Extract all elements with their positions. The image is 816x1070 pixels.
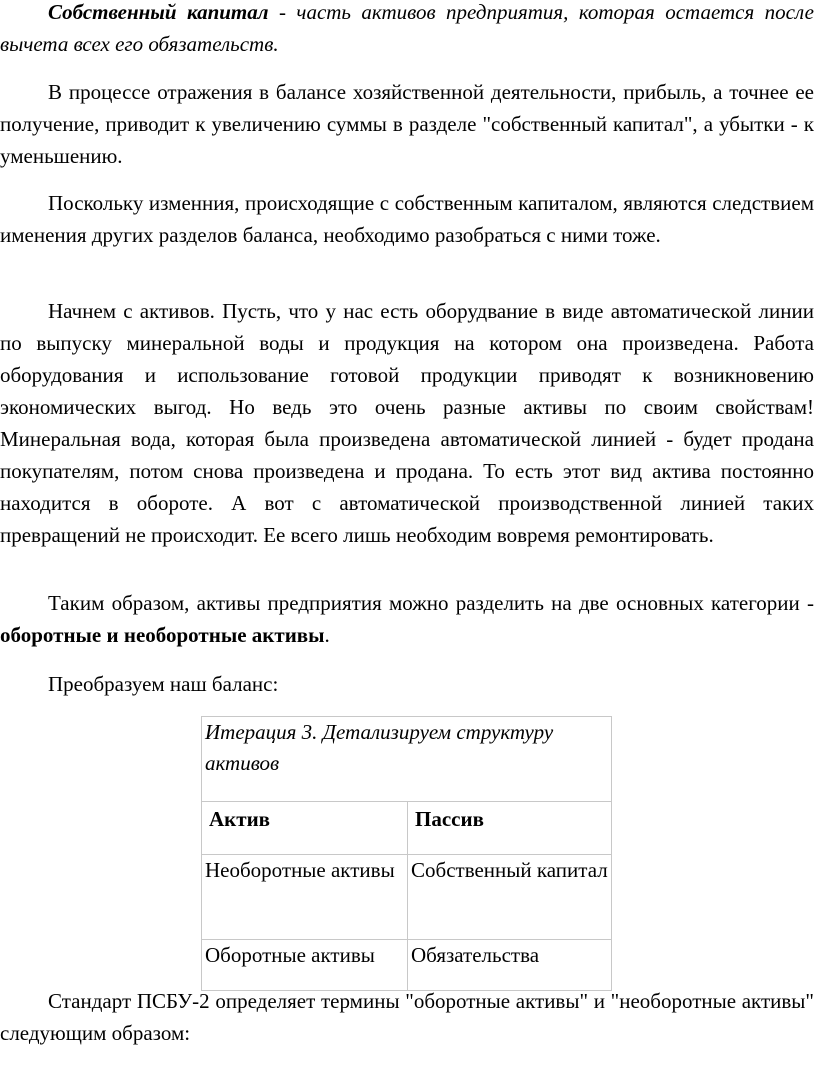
paragraph-asset-categories bbox=[0, 587, 814, 651]
balance-table bbox=[201, 716, 612, 991]
cell-noncurrent-assets: Необоротные активы bbox=[202, 855, 408, 940]
table-caption: Итерация 3. Детализируем структуру активов bbox=[202, 717, 612, 802]
table-row bbox=[202, 940, 612, 991]
paragraph-transform-balance: Преобразуем наш баланс: bbox=[48, 672, 279, 696]
asset-categories-end: . bbox=[324, 623, 330, 647]
header-liabilities: Пассив bbox=[408, 802, 612, 855]
term-equity: Собственный капитал bbox=[48, 0, 269, 24]
table-row bbox=[202, 855, 612, 940]
table-caption-row bbox=[202, 717, 612, 802]
asset-categories-bold: оборотные и необоротные активы bbox=[0, 623, 325, 647]
cell-current-assets: Оборотные активы bbox=[202, 940, 408, 991]
asset-categories-text: Таким образом, активы предприятия можно разделить на две основных категории - bbox=[48, 591, 814, 615]
paragraph-equity-definition bbox=[0, 0, 814, 60]
header-assets: Актив bbox=[202, 802, 408, 855]
paragraph-profit-loss: В процессе отражения в балансе хозяйственной деятельности, прибыль, а точнее ее получение, приводит к увеличению суммы в разделе "собственный капитал", а убытки - к уменьшению. bbox=[0, 80, 814, 168]
paragraph-assets-example: Начнем с активов. Пусть, что у нас есть оборудвание в виде автоматической линии по выпуску минеральной воды и продукция на котором она произведена. Работа оборудования и использование готовой продукции приводят к возникновению экономических выгод. Но ведь это очень разные активы по своим свойствам! Минеральная вода, которая была произведена автоматической линией - будет продана покупателям, потом снова произведена и продана. То есть этот вид актива постоянно находится в обороте. А вот с автоматической производственной линией таких превращений не происходит. Ее всего лишь необходим вовремя ремонтировать. bbox=[0, 299, 814, 547]
cell-liabilities: Обязательства bbox=[408, 940, 612, 991]
table-header-row bbox=[202, 802, 612, 855]
equity-definition-text: - часть активов предприятия, которая остается после вычета всех его обязательств. bbox=[0, 0, 814, 56]
cell-equity: Собственный капитал bbox=[408, 855, 612, 940]
paragraph-standard-definition: Стандарт ПСБУ-2 определяет термины "оборотные активы" и "необоротные активы" следующим образом: bbox=[0, 989, 814, 1045]
paragraph-equity-changes: Поскольку изменния, происходящие с собственным капиталом, являются следствием именения других разделов баланса, необходимо разобраться с ними тоже. bbox=[0, 191, 814, 247]
